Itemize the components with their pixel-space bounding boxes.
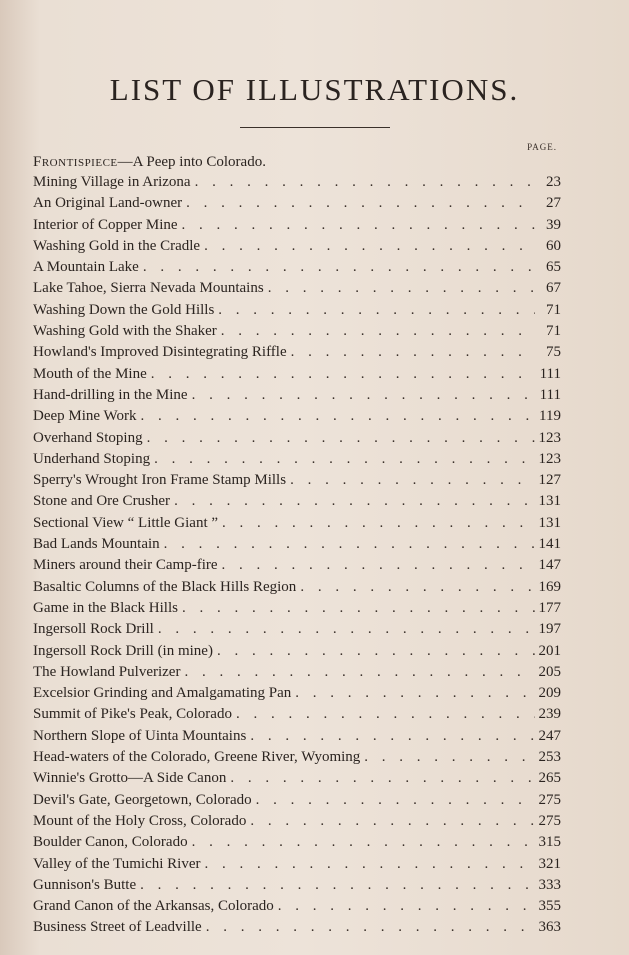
list-item xyxy=(33,662,561,683)
list-item xyxy=(33,598,561,619)
leader-dots xyxy=(250,811,534,832)
page-number: 39 xyxy=(546,216,561,233)
page-number: 247 xyxy=(538,727,561,744)
illustration-title: Game in the Black Hills xyxy=(33,599,178,616)
page-number: 333 xyxy=(538,876,561,893)
list-item xyxy=(33,896,561,917)
illustration-title: Ingersoll Rock Drill (in mine) xyxy=(33,642,213,659)
illustration-title: Howland's Improved Disintegrating Riffle xyxy=(33,344,287,361)
page-number: 23 xyxy=(546,174,561,190)
illustration-title: Overhand Stoping xyxy=(33,429,143,446)
illustration-title: Basaltic Columns of the Black Hills Region xyxy=(33,578,297,595)
page-number: 169 xyxy=(538,578,561,595)
page-column-label: PAGE. xyxy=(527,142,557,152)
illustration-title: A Mountain Lake xyxy=(33,259,139,276)
leader-dots xyxy=(174,491,534,512)
page-number: 131 xyxy=(538,514,561,531)
frontispiece-line xyxy=(33,154,266,171)
page-number: 253 xyxy=(538,749,561,766)
list-item xyxy=(33,619,561,640)
list-item xyxy=(33,513,561,534)
illustration-title: Mouth of the Mine xyxy=(33,365,147,382)
illustration-title: Ingersoll Rock Drill xyxy=(33,621,154,638)
list-item xyxy=(33,790,561,811)
list-item xyxy=(33,811,561,832)
page-number: 275 xyxy=(538,791,561,808)
illustration-title: Miners around their Camp-fire xyxy=(33,557,218,574)
page-number: 141 xyxy=(538,536,561,553)
leader-dots xyxy=(204,236,535,257)
list-item xyxy=(33,172,561,193)
leader-dots xyxy=(147,428,535,449)
leader-dots xyxy=(141,406,536,427)
list-item xyxy=(33,875,561,896)
list-item xyxy=(33,257,561,278)
list-item xyxy=(33,704,561,725)
leader-dots xyxy=(268,278,535,299)
list-item xyxy=(33,917,561,938)
list-item xyxy=(33,385,561,406)
page-number: 71 xyxy=(546,301,561,318)
illustration-title: Underhand Stoping xyxy=(33,450,151,467)
leader-dots xyxy=(230,768,534,789)
leader-dots xyxy=(151,364,535,385)
illustration-title: Business Street of Leadville xyxy=(33,919,202,936)
page-number: 67 xyxy=(546,280,561,297)
illustration-title: Mount of the Holy Cross, Colorado xyxy=(33,812,247,829)
list-item xyxy=(33,236,561,257)
illustration-title: An Original Land-owner xyxy=(33,195,183,212)
page-number: 75 xyxy=(546,344,561,361)
list-item xyxy=(33,577,561,598)
page-number: 60 xyxy=(546,237,561,254)
page-number: 119 xyxy=(539,408,561,425)
illustration-title: Stone and Ore Crusher xyxy=(33,493,171,510)
illustration-title: Devil's Gate, Georgetown, Colorado xyxy=(33,791,252,808)
leader-dots xyxy=(158,619,535,640)
leader-dots xyxy=(222,513,534,534)
illustration-title: Grand Canon of the Arkansas, Colorado xyxy=(33,898,274,915)
leader-dots xyxy=(236,704,535,725)
list-item xyxy=(33,832,561,853)
illustration-title: Sectional View “ Little Giant ” xyxy=(33,514,219,531)
illustration-title: Sperry's Wrought Iron Frame Stamp Mills xyxy=(33,472,287,489)
list-item xyxy=(33,321,561,342)
illustration-title: Head-waters of the Colorado, Greene River, Wyoming xyxy=(33,749,361,766)
leader-dots xyxy=(256,790,535,811)
page-number: 27 xyxy=(546,195,561,212)
illustration-title: Valley of the Tumichi River xyxy=(33,855,201,872)
list-item xyxy=(33,342,561,363)
page-number: 123 xyxy=(538,450,561,467)
page-number: 71 xyxy=(546,323,561,340)
leader-dots xyxy=(217,641,535,662)
leader-dots xyxy=(221,321,535,342)
leader-dots xyxy=(206,917,535,938)
frontispiece-label: Frontispiece xyxy=(33,154,118,170)
page-number: 239 xyxy=(538,706,561,723)
illustrations-list xyxy=(33,172,561,939)
leader-dots xyxy=(186,193,535,214)
page-number: 123 xyxy=(538,429,561,446)
list-item xyxy=(33,406,561,427)
leader-dots xyxy=(290,470,534,491)
illustration-title: Washing Down the Gold Hills xyxy=(33,301,215,318)
page-title: LIST OF ILLUSTRATIONS. xyxy=(109,72,520,107)
leader-dots xyxy=(295,683,534,704)
illustration-title: Mining Village in Arizona xyxy=(33,174,191,190)
illustration-title: Bad Lands Mountain xyxy=(33,536,160,553)
illustration-title: Gunnison's Butte xyxy=(33,876,137,893)
illustration-title: Washing Gold with the Shaker xyxy=(33,323,217,340)
illustration-title: Lake Tahoe, Sierra Nevada Mountains xyxy=(33,280,264,297)
page-number: 201 xyxy=(538,642,561,659)
leader-dots xyxy=(278,896,535,917)
leader-dots xyxy=(182,215,535,236)
leader-dots xyxy=(300,577,534,598)
list-item xyxy=(33,555,561,576)
leader-dots xyxy=(192,832,535,853)
page-number: 111 xyxy=(539,386,561,403)
leader-dots xyxy=(143,257,535,278)
illustration-title: Winnie's Grotto—A Side Canon xyxy=(33,770,227,787)
list-item xyxy=(33,641,561,662)
leader-dots xyxy=(205,854,535,875)
list-item xyxy=(33,193,561,214)
page-number: 147 xyxy=(538,557,561,574)
page-number: 265 xyxy=(538,770,561,787)
leader-dots xyxy=(140,875,534,896)
leader-dots xyxy=(250,726,534,747)
page-number: 321 xyxy=(538,855,561,872)
title-rule xyxy=(240,127,390,128)
list-item xyxy=(33,364,561,385)
list-item xyxy=(33,491,561,512)
page-number: 209 xyxy=(538,685,561,702)
page-number: 131 xyxy=(538,493,561,510)
list-item xyxy=(33,449,561,470)
page-number: 275 xyxy=(538,812,561,829)
illustration-title: Hand-drilling in the Mine xyxy=(33,386,188,403)
list-item xyxy=(33,215,561,236)
list-item xyxy=(33,726,561,747)
leader-dots xyxy=(192,385,535,406)
illustration-title: Interior of Copper Mine xyxy=(33,216,178,233)
leader-dots xyxy=(164,534,535,555)
leader-dots xyxy=(222,555,535,576)
illustration-title: Summit of Pike's Peak, Colorado xyxy=(33,706,232,723)
list-item xyxy=(33,428,561,449)
illustration-title: Northern Slope of Uinta Mountains xyxy=(33,727,247,744)
illustration-title: Washing Gold in the Cradle xyxy=(33,237,201,254)
page-number: 355 xyxy=(538,898,561,915)
leader-dots xyxy=(291,342,535,363)
leader-dots xyxy=(184,662,534,683)
list-item xyxy=(33,300,561,321)
list-item xyxy=(33,470,561,491)
illustration-title: Boulder Canon, Colorado xyxy=(33,834,188,851)
list-item xyxy=(33,534,561,555)
list-item xyxy=(33,278,561,299)
list-item xyxy=(33,683,561,704)
illustration-title: The Howland Pulverizer xyxy=(33,663,181,680)
leader-dots xyxy=(364,747,534,768)
leader-dots xyxy=(182,598,535,619)
list-item xyxy=(33,768,561,789)
page-number: 363 xyxy=(538,919,561,936)
leader-dots xyxy=(195,172,535,193)
page-number: 197 xyxy=(538,621,561,638)
list-item xyxy=(33,854,561,875)
page-number: 315 xyxy=(538,834,561,851)
illustration-title: Excelsior Grinding and Amalgamating Pan xyxy=(33,685,292,702)
page-number: 127 xyxy=(538,472,561,489)
page-number: 65 xyxy=(546,259,561,276)
page-number: 205 xyxy=(538,663,561,680)
leader-dots xyxy=(154,449,534,470)
page-number: 111 xyxy=(539,365,561,382)
illustration-title: Deep Mine Work xyxy=(33,408,137,425)
list-item xyxy=(33,747,561,768)
leader-dots xyxy=(218,300,535,321)
page-number: 177 xyxy=(538,599,561,616)
frontispiece-text: —A Peep into Colorado. xyxy=(117,154,266,170)
